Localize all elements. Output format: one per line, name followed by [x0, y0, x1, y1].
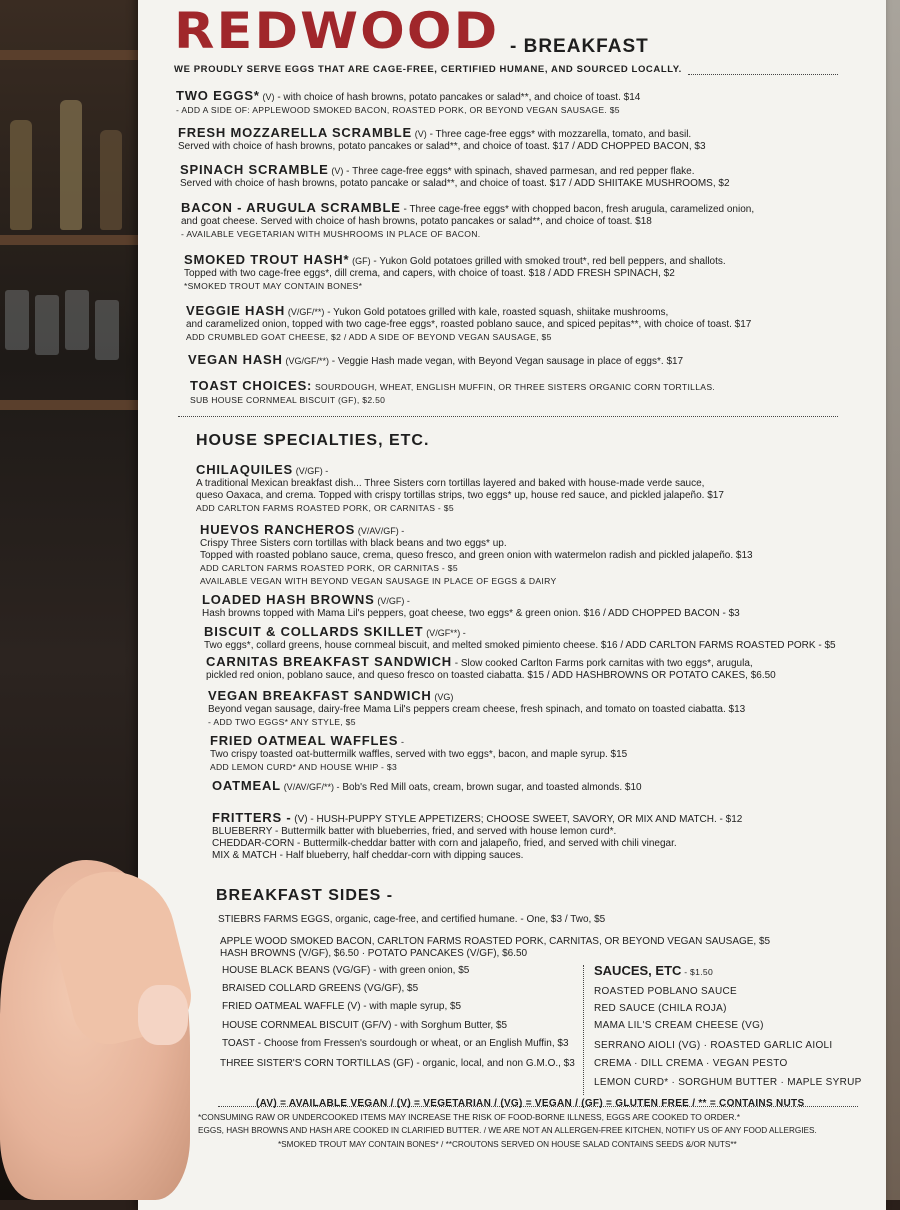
shelf: [0, 400, 140, 410]
glass: [65, 290, 89, 350]
glass: [95, 300, 119, 360]
menu-item: SPINACH SCRAMBLE (V) - Three cage-free eggs* with spinach, shaved parmesan, and red pepper flake. Served with choice of hash browns, potato pancake or salad**, and choice of toast. $17 / ADD SHIITAKE MUSHROOMS, $2: [180, 162, 730, 189]
divider: [583, 965, 584, 1095]
footer-note: EGGS, HASH BROWNS AND HASH ARE COOKED IN CLARIFIED BUTTER. / WE ARE NOT AN ALLERGEN-FREE KITCHEN, NOTIFY US OF ANY FOOD ALLERGIES.: [198, 1126, 817, 1135]
menu-item: VEGGIE HASH (V/GF/**) - Yukon Gold potatoes grilled with kale, roasted squash, shiitake mushrooms, and caramelized onion, topped with two cage-free eggs*, roasted poblano sauce, and spiced pepitas**, with choice of toast. $17 ADD CRUMBLED GOAT CHEESE, $2 / ADD A SIDE OF BEYOND VEGAN SAUSAGE, $5: [186, 303, 752, 342]
menu-item: FRESH MOZZARELLA SCRAMBLE (V) - Three cage-free eggs* with mozzarella, tomato, and basil. Served with choice of hash browns, potato pancakes or salad**, and choice of toast. $17 / ADD CHOPPED BACON, $3: [178, 125, 706, 152]
side-item: APPLE WOOD SMOKED BACON, CARLTON FARMS ROASTED PORK, CARNITAS, OR BEYOND VEGAN SAUSAGE, $5: [220, 936, 771, 947]
sauce-item: SERRANO AIOLI (VG) · ROASTED GARLIC AIOLI: [594, 1040, 833, 1051]
sauce-item: RED SAUCE (CHILA ROJA): [594, 1003, 727, 1014]
menu-type: - BREAKFAST: [510, 36, 649, 57]
footer-note: *SMOKED TROUT MAY CONTAIN BONES* / **CROUTONS SERVED ON HOUSE SALAD CONTAINS SEEDS &/OR NUTS**: [278, 1140, 737, 1149]
glass: [35, 295, 59, 355]
glass: [5, 290, 29, 350]
menu-item: SMOKED TROUT HASH* (GF) - Yukon Gold potatoes grilled with smoked trout*, red bell peppers, and shallots. Topped with two cage-free eggs*, dill crema, and capers, with choice of toast. $18 / ADD FRESH SPINACH, $2 *SMOKED TROUT MAY CONTAIN BONES*: [184, 252, 726, 291]
side-item: HOUSE BLACK BEANS (VG/GF) - with green onion, $5: [222, 965, 470, 976]
bottle: [100, 130, 122, 230]
thumbnail: [138, 985, 188, 1045]
menu-item: FRIED OATMEAL WAFFLES - Two crispy toasted oat-buttermilk waffles, served with two eggs*, bacon, and maple syrup. $15 ADD LEMON CURD* AND HOUSE WHIP - $3: [210, 733, 628, 772]
menu-item: TWO EGGS* (V) - with choice of hash browns, potato pancakes or salad**, and choice of toast. $14 - ADD A SIDE OF: APPLEWOOD SMOKED BACON, ROASTED PORK, OR BEYOND VEGAN SAUSAGE. $5: [176, 88, 641, 115]
divider: [178, 416, 838, 417]
section-title: HOUSE SPECIALTIES, ETC.: [196, 432, 430, 449]
fritters: FRITTERS - (V) - HUSH-PUPPY STYLE APPETIZERS; CHOOSE SWEET, SAVORY, OR MIX AND MATCH. - $12 BLUEBERRY - Buttermilk batter with blueberries, fried, and served with house lemon curd*. CHEDDAR-CORN - Buttermilk-cheddar batter with corn and jalapeño, fried, and served with chili vinegar. MIX & MATCH - Half blueberry, half cheddar-corn with dipping sauces.: [212, 810, 743, 861]
sauce-item: MAMA LIL'S CREAM CHEESE (VG): [594, 1020, 764, 1031]
brand-logo: REDWOOD: [174, 2, 500, 60]
tagline: WE PROUDLY SERVE EGGS THAT ARE CAGE-FREE, CERTIFIED HUMANE, AND SOURCED LOCALLY.: [174, 64, 682, 75]
menu-item: VEGAN BREAKFAST SANDWICH (VG) Beyond vegan sausage, dairy-free Mama Lil's peppers cream cheese, fresh spinach, and tomato on toasted ciabatta. $13 - ADD TWO EGGS* ANY STYLE, $5: [208, 688, 746, 727]
menu-item: OATMEAL (V/AV/GF/**) - Bob's Red Mill oats, cream, brown sugar, and toasted almonds. $10: [212, 778, 642, 793]
side-item: TOAST - Choose from Fressen's sourdough or wheat, or an English Muffin, $3: [222, 1038, 569, 1049]
side-item: STIEBRS FARMS EGGS, organic, cage-free, and certified humane. - One, $3 / Two, $5: [218, 914, 606, 925]
bottle: [10, 120, 32, 230]
side-item: HASH BROWNS (V/GF), $6.50 · POTATO PANCAKES (V/GF), $6.50: [220, 948, 528, 959]
menu-item: LOADED HASH BROWNS (V/GF) - Hash browns topped with Mama Lil's peppers, goat cheese, two eggs* & green onion. $16 / ADD CHOPPED BACON - $3: [202, 592, 740, 619]
section-title: BREAKFAST SIDES -: [216, 887, 394, 904]
menu-sheet: [138, 0, 886, 1210]
bottle: [60, 100, 82, 230]
sauce-item: ROASTED POBLANO SAUCE: [594, 986, 737, 997]
menu-item: HUEVOS RANCHEROS (V/AV/GF) - Crispy Three Sisters corn tortillas with black beans and two eggs* up. Topped with roasted poblano sauce, crema, queso fresco, and green onion with watermelon radish and pickled jalapeño. $13 ADD CARLTON FARMS ROASTED PORK, OR CARNITAS - $5 AVAILABLE VEGAN WITH BEYOND VEGAN SAUSAGE IN PLACE OF EGGS & DAIRY: [200, 522, 753, 586]
side-item: HOUSE CORNMEAL BISCUIT (GF/V) - with Sorghum Butter, $5: [222, 1020, 508, 1031]
shelf: [0, 235, 140, 245]
dietary-legend: (AV) = AVAILABLE VEGAN / (V) = VEGETARIAN / (VG) = VEGAN / (GF) = GLUTEN FREE / ** = CONTAINS NUTS: [256, 1098, 805, 1109]
side-item: BRAISED COLLARD GREENS (VG/GF), $5: [222, 983, 419, 994]
side-item: THREE SISTER'S CORN TORTILLAS (GF) - organic, local, and non G.M.O., $3: [220, 1058, 575, 1069]
menu-item: CARNITAS BREAKFAST SANDWICH - Slow cooked Carlton Farms pork carnitas with two eggs*, arugula, pickled red onion, poblano sauce, and queso fresco on toasted ciabatta. $15 / ADD HASHBROWNS OR POTATO CAKES, $6.50: [206, 654, 776, 681]
sauces-title: SAUCES, ETC - $1.50: [594, 963, 714, 978]
footer-note: *CONSUMING RAW OR UNDERCOOKED ITEMS MAY INCREASE THE RISK OF FOOD-BORNE ILLNESS, EGGS ARE COOKED TO ORDER.*: [198, 1112, 740, 1122]
menu-item: CHILAQUILES (V/GF) - A traditional Mexican breakfast dish... Three Sisters corn tortillas layered and baked with house-made verde sauce, queso Oaxaca, and crema. Topped with crispy tortillas strips, two eggs* up, house red sauce, and pickled jalapeño. $17 ADD CARLTON FARMS ROASTED PORK, OR CARNITAS - $5: [196, 462, 724, 513]
sauce-item: CREMA · DILL CREMA · VEGAN PESTO: [594, 1058, 788, 1069]
menu-item: VEGAN HASH (VG/GF/**) - Veggie Hash made vegan, with Beyond Vegan sausage in place of eggs*. $17: [188, 352, 684, 367]
divider: [688, 74, 838, 75]
menu-item: BISCUIT & COLLARDS SKILLET (V/GF**) - Two eggs*, collard greens, house cornmeal biscuit, and melted smoked pimiento cheese. $16 / ADD CARLTON FARMS ROASTED PORK - $5: [204, 624, 836, 651]
side-item: FRIED OATMEAL WAFFLE (V) - with maple syrup, $5: [222, 1001, 462, 1012]
sauce-item: LEMON CURD* · SORGHUM BUTTER · MAPLE SYRUP: [594, 1077, 862, 1088]
menu-item: TOAST CHOICES: SOURDOUGH, WHEAT, ENGLISH MUFFIN, OR THREE SISTERS ORGANIC CORN TORTILLAS. SUB HOUSE CORNMEAL BISCUIT (GF), $2.50: [190, 378, 716, 405]
shelf: [0, 50, 140, 60]
menu-item: BACON - ARUGULA SCRAMBLE - Three cage-free eggs* with chopped bacon, fresh arugula, caramelized onion, and goat cheese. Served with choice of hash browns, potato pancakes or salad**, and choice of toast. $18 - AVAILABLE VEGETARIAN WITH MUSHROOMS IN PLACE OF BACON.: [181, 200, 755, 239]
